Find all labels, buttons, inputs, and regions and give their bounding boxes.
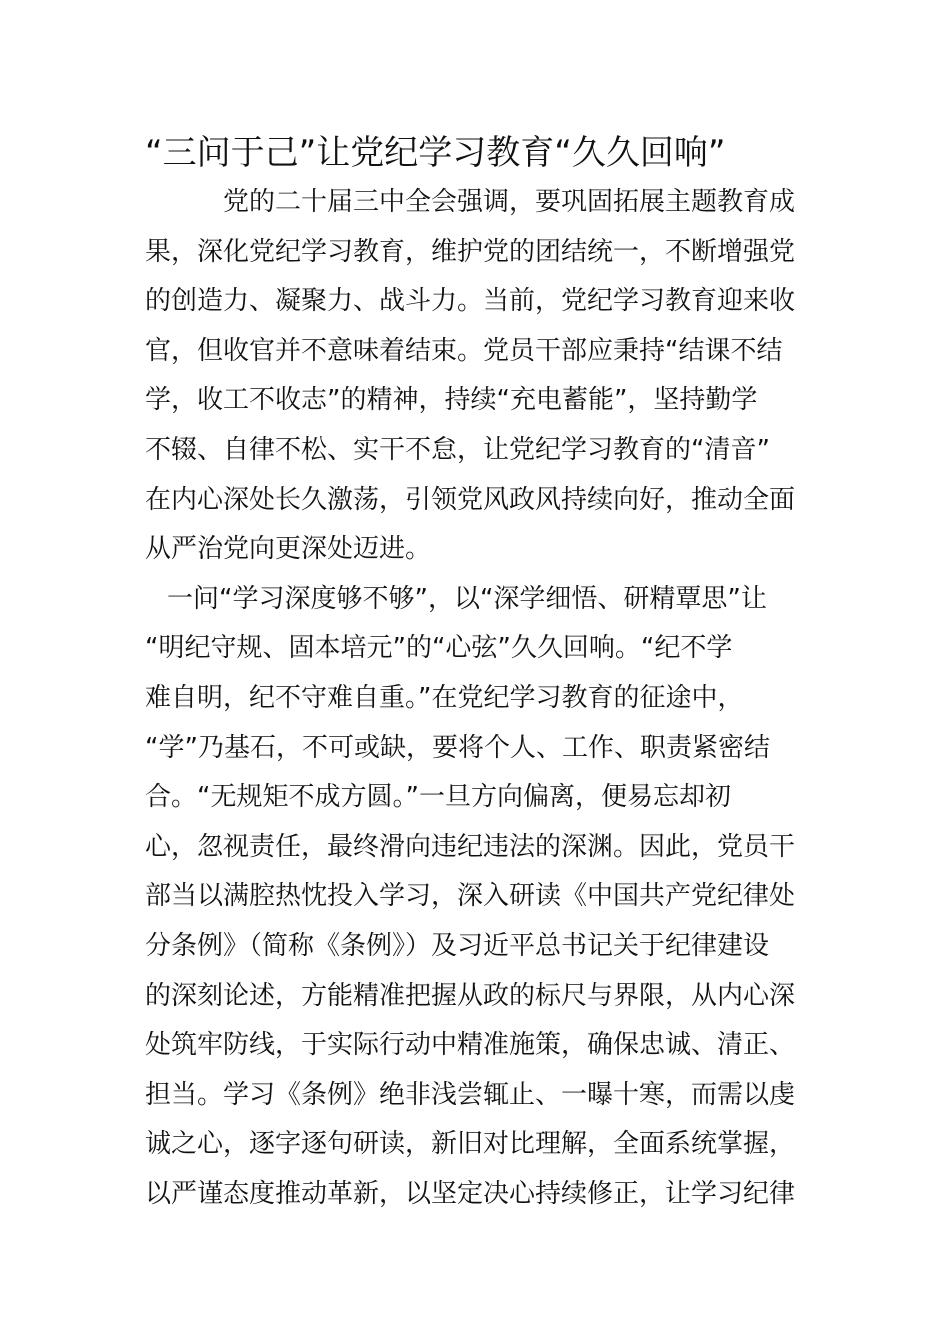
paragraph-2-line-12: 诚之心，逐字逐句研读，新旧对比理解，全面系统掌握， (145, 1129, 796, 1160)
paragraph-1-line-7: 在内心深处长久激荡，引领党风政风持续向好，推动全面 (145, 484, 796, 515)
document-body (145, 178, 810, 1219)
paragraph-1-line-3: 的创造力、凝聚力、战斗力。当前，党纪学习教育迎来收 (145, 286, 796, 317)
document-title: “三问于己”让党纪学习教育“久久回响” (145, 133, 726, 173)
paragraph-2-line-5: 合。“无规矩不成方圆。”一旦方向偏离，便易忘却初 (145, 782, 731, 813)
paragraph-2-line-11: 担当。学习《条例》绝非浅尝辄止、一曝十寒，而需以虔 (145, 1079, 796, 1110)
paragraph-2-line-3: 难自明，纪不守难自重。”在党纪学习教育的征途中， (145, 682, 744, 713)
paragraph-1-line-6: 不辍、自律不松、实干不怠，让党纪学习教育的“清音” (145, 434, 770, 465)
paragraph-2-line-10: 处筑牢防线，于实际行动中精准施策，确保忠诚、清正、 (145, 1030, 796, 1061)
paragraph-2-line-2: “明纪守规、固本培元”的“心弦”久久回响。“纪不学 (145, 633, 733, 664)
paragraph-2-line-13: 以严谨态度推动革新，以坚定决心持续修正，让学习纪律 (145, 1178, 796, 1209)
paragraph-1-line-1: 党的二十届三中全会强调，要巩固拓展主题教育成 (223, 187, 796, 217)
paragraph-1-line-5: 学，收工不收志”的精神，持续“充电蓄能”，坚持勤学 (145, 385, 758, 416)
paragraph-2-line-7: 部当以满腔热忱投入学习，深入研读《中国共产党纪律处 (145, 881, 796, 912)
paragraph-2-line-4: “学”乃基石，不可或缺，要将个人、工作、职责紧密结 (145, 732, 770, 763)
paragraph-1-line-8: 从严治党向更深处迈进。 (145, 534, 432, 565)
paragraph-2-line-8: 分条例》（简称《条例》）及习近平总书记关于纪律建设 (145, 930, 770, 961)
paragraph-1-line-4: 官，但收官并不意味着结束。党员干部应秉持“结课不结 (145, 335, 783, 366)
paragraph-2-line-6: 心，忽视责任，最终滑向违纪违法的深渊。因此，党员干 (145, 831, 796, 862)
paragraph-2-line-1: 一问“学习深度够不够”，以“深学细悟、研精覃思”让 (167, 583, 767, 614)
paragraph-1-line-2: 果，深化党纪学习教育，维护党的团结统一，不断增强党 (145, 236, 796, 267)
paragraph-2-line-9: 的深刻论述，方能精准把握从政的标尺与界限，从内心深 (145, 980, 796, 1011)
